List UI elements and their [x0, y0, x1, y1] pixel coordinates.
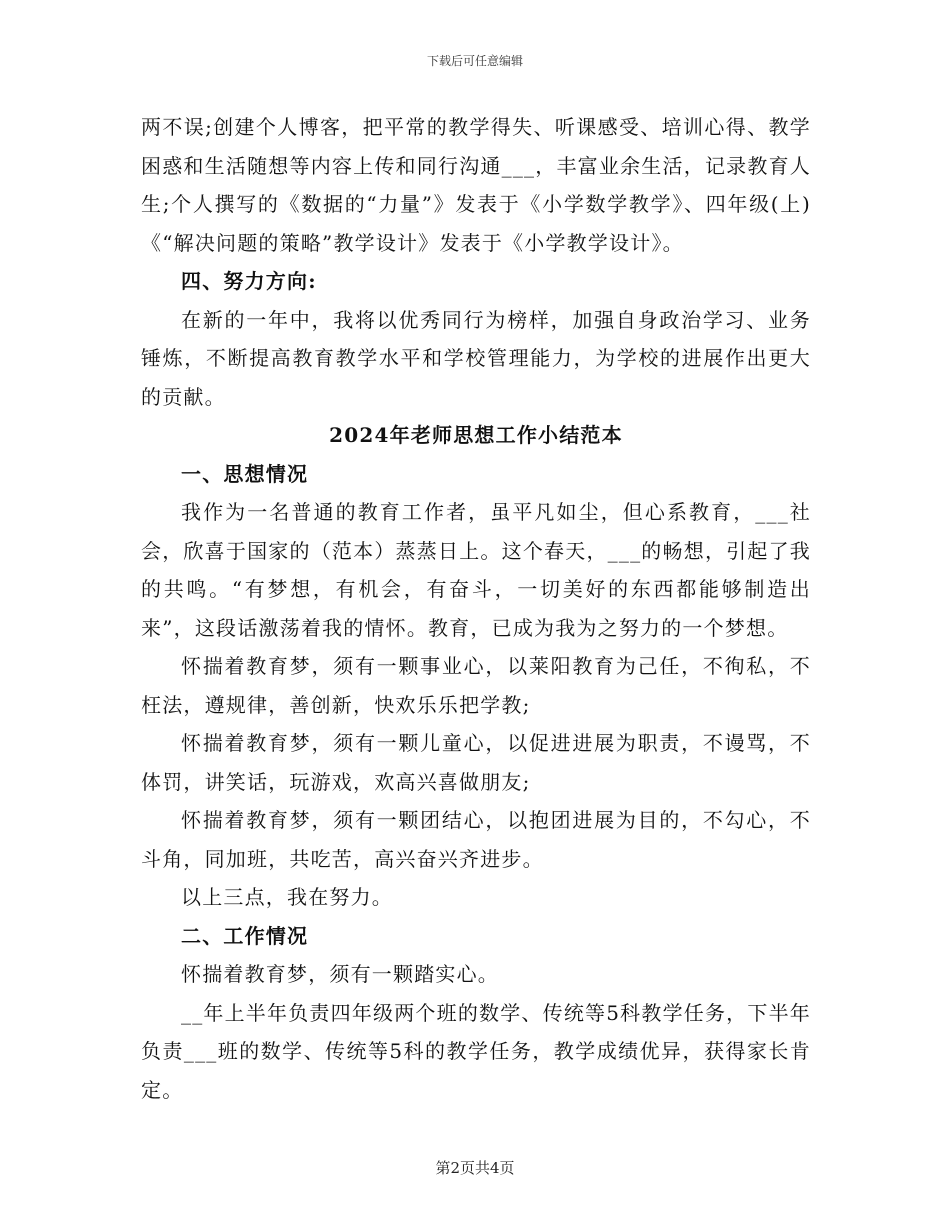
- paragraph-unity-heart: 怀揣着教育梦，须有一颗团结心，以抱团进展为目的，不勾心，不斗角，同加班，共吃苦，高兴奋兴齐进步。: [141, 808, 811, 871]
- paragraph-effort-direction: 在新的一年中，我将以优秀同行为榜样，加强自身政治学习、业务锤炼，不断提高教育教学水平和学校管理能力，为学校的进展作出更大的贡献。: [141, 307, 811, 409]
- paragraph-career-heart: 怀揣着教育梦，须有一颗事业心，以莱阳教育为己任，不徇私，不枉法，遵规律，善创新，快欢乐乐把学教;: [141, 654, 811, 717]
- paragraph-child-heart: 怀揣着教育梦，须有一颗儿童心，以促进进展为职责，不谩骂，不体罚，讲笑话，玩游戏，欢高兴喜做朋友;: [141, 731, 811, 794]
- page-header-note: 下载后可任意编辑: [426, 54, 523, 68]
- paragraph-continuation: 两不误;创建个人博客，把平常的教学得失、听课感受、培训心得、教学困惑和生活随想等内容上传和同行沟通___，丰富业余生活，记录教育人生;个人撰写的《数据的“力量”》发表于《小学数学教学》、四年级(上)《“解决问题的策略”教学设计》发表于《小学教学设计》。: [141, 115, 811, 255]
- paragraph-teaching-tasks: __年上半年负责四年级两个班的数学、传统等5科教学任务，下半年负责___班的数学、传统等5科的教学任务，教学成绩优异，获得家长肯定。: [141, 1000, 811, 1102]
- paragraph-three-points: 以上三点，我在努力。: [181, 885, 393, 909]
- section-heading-thoughts: 一、思想情况: [181, 461, 309, 486]
- document-body: [141, 108, 811, 1109]
- page-number-footer: 第2页共4页: [435, 1159, 515, 1177]
- section-heading-effort-direction: 四、努力方向:: [181, 269, 317, 293]
- paragraph-thoughts-intro: 我作为一名普通的教育工作者，虽平凡如尘，但心系教育，___社会，欣喜于国家的（范本）蒸蒸日上。这个春天，___的畅想，引起了我的共鸣。“有梦想，有机会，有奋斗，一切美好的东西都能够制造出来”，这段话激荡着我的情怀。教育，已成为我为之努力的一个梦想。: [141, 500, 811, 640]
- section-heading-work: 二、工作情况: [181, 923, 309, 948]
- paragraph-practical-heart: 怀揣着教育梦，须有一颗踏实心。: [181, 962, 499, 986]
- document-title: 2024年老师思想工作小结范本: [329, 423, 623, 447]
